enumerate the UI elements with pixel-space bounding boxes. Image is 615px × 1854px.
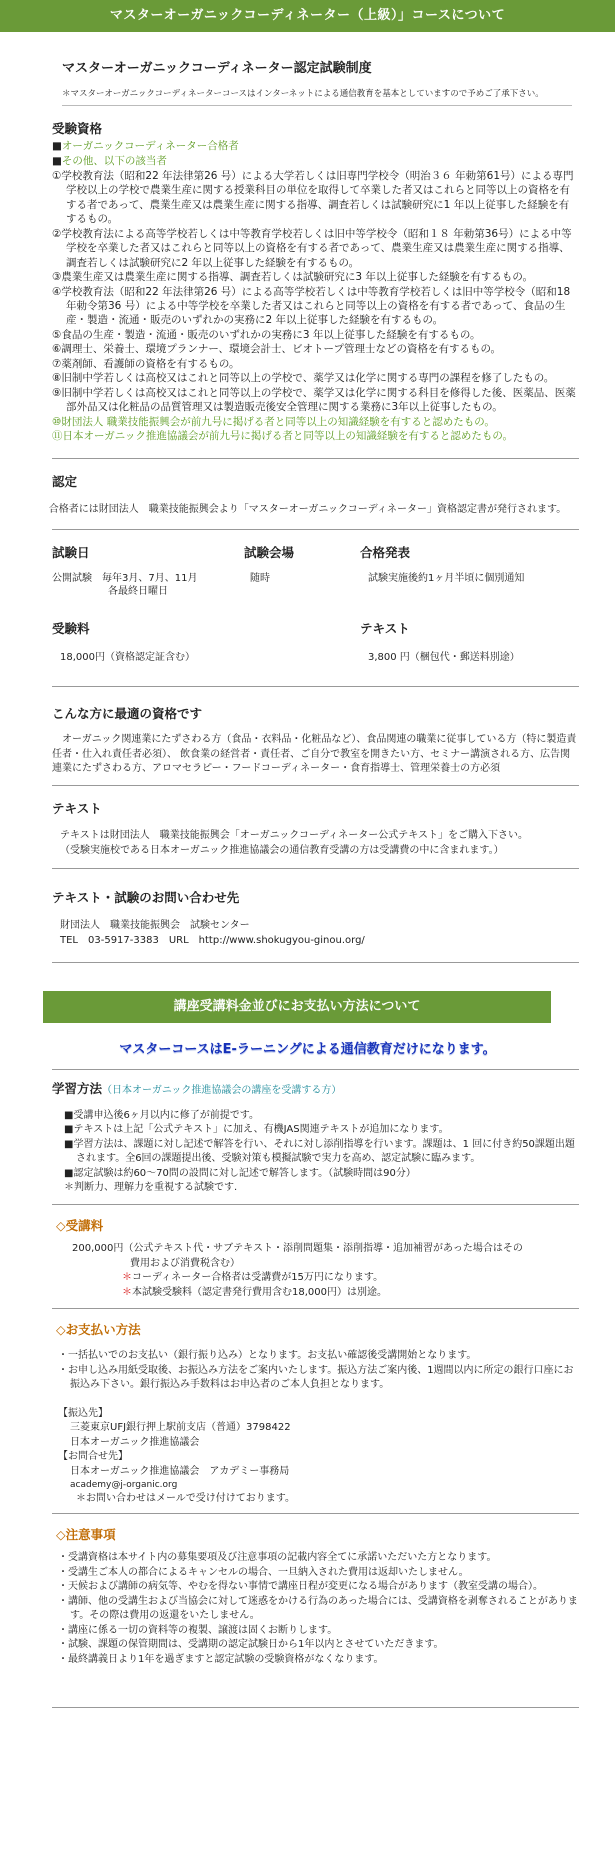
divider — [52, 962, 579, 963]
list-item: ・試験、課題の保管期間は、受講期の認定試験日から1年以内とさせていただきます。 — [58, 1639, 444, 1651]
list-item: ⑤食品の生産・製造・流通・販売のいずれかの実務に3 年以上従事した経験を有するもの。 — [52, 328, 481, 341]
list-item: ・受講資格は本サイト内の募集要項及び注意事項の記載内容全てに承諾いただいた方となります。 — [58, 1552, 497, 1564]
caution-title: ◇注意事項 — [56, 1526, 116, 1542]
list-item: ③農業生産又は農業生産に関する指導、調査若しくは試験研究に3 年以上従事した経験を有するもの。 — [52, 271, 534, 284]
textbook-price-heading: テキスト — [360, 620, 410, 636]
exam-date-block — [52, 544, 244, 598]
exam-result-block — [360, 544, 524, 598]
exam-date-heading: 試験日 — [52, 544, 90, 560]
main-content — [0, 60, 615, 491]
contact-title: テキスト・試験のお問い合わせ先 — [52, 890, 240, 906]
textbook-price-block — [360, 620, 520, 665]
master-course-note: マスターコースはE-ラーニングによる通信教育だけになります。 — [119, 1042, 496, 1058]
square-bullet-icon: ■ — [52, 140, 62, 153]
textbook-price-value: 3,800 円（梱包代・郵送料別途） — [368, 652, 520, 664]
payment-method-text: ・一括払いでのお支払い（銀行振り込み）となります。お支払い確認後受講開始となります。 ・お申し込み用紙受取後、お振込み方法をご案内いたします。振込方法ご案内後、1週間以内に所定の銀行口座にお振込み下さい。銀行振込み手数料はお申込者のご本人負担となります。 【振込先】 三菱東京UFJ銀行押上駅前支店（普通）3798422 日本オーガニック推進協議会 【お問合せ先】 日本オーガニック推進協議会 アカデミー事務局 academy@j-organic.org ＊お問い合わせはメールで受け付けております。 — [52, 1349, 579, 1507]
study-list — [52, 1109, 579, 1196]
divider — [52, 1513, 579, 1514]
divider — [52, 458, 579, 459]
list-item: ■認定試験は約60～70問の設問に対し記述で解答します。（試験時間は90分） — [64, 1167, 416, 1179]
contact-text: 財団法人 職業技能振興会 試験センター TEL 03-5917-3383 URL http://www.shokugyou-ginou.org/ — [52, 919, 579, 948]
tuition-text: 200,000円（公式テキスト代・サブテキスト・添削問題集・添削指導・追加補習があった場合はその 費用および消費税含む） ＊コーディネーター合格者は受講費が15万円になります。 ＊本試験受験料（認定書発行費用含む18,000円）は別途。 — [72, 1243, 523, 1298]
divider — [52, 529, 579, 530]
caution-list — [52, 1551, 579, 1667]
list-item: ②学校教育法による高等学校若しくは中等教育学校若しくは旧中等学校令（昭和１８ 年勅第36号）による中等学校を卒業した者又はこれらと同等以上の資格を有する者であって、農業生産又は農業生産に関する指導、調査若しくは試験研究に2 年以上従事した経験を有するもの。 — [52, 227, 572, 269]
list-item: ⑦薬剤師、看護師の資格を有するもの。 — [52, 357, 240, 370]
eligibility-list — [52, 169, 579, 444]
exam-date-value: 公開試験 毎年3月、7月、11月 各最終日曜日 — [52, 572, 198, 597]
divider — [52, 868, 579, 869]
certification-text: 合格者には財団法人 職業技能振興会より「マスターオーガニックコーディネーター」資格認定書が発行されます。 — [48, 503, 567, 515]
list-item: ・天候および講師の病気等、やむを得ない事情で講座日程が変更になる場合があります（教室受講の場合）。 — [58, 1581, 543, 1593]
fee-row — [52, 620, 579, 665]
list-item: ⑧旧制中学若しくは高校又はこれと同等以上の学校で、薬学又は化学に関する専門の課程を修了したもの。 — [52, 372, 555, 385]
list-item: ・お申し込み用紙受取後、お振込み方法をご案内いたします。振込方法ご案内後、1週間以内に所定の銀行口座にお振込み下さい。銀行振込み手数料はお申込者のご本人負担となります。 — [58, 1364, 574, 1391]
divider — [52, 1707, 579, 1708]
list-item: ■受講申込後6ヶ月以内に修了が前提です。 — [64, 1109, 260, 1121]
tuition-title: ◇受講料 — [56, 1217, 104, 1233]
list-item: ・一括払いでのお支払い（銀行振り込み）となります。お支払い確認後受講開始となります。 — [58, 1350, 477, 1362]
contact-tel-url[interactable]: TEL 03-5917-3383 URL http://www.shokugyou-ginou.org/ — [60, 934, 365, 946]
asterisk-icon: ＊ — [122, 1272, 132, 1284]
square-bullet-icon: ■ — [52, 154, 62, 167]
eligibility-title: 受験資格 — [52, 120, 103, 136]
exam-fee-value: 18,000円（資格認定証含む） — [60, 652, 195, 664]
list-item: ⑪日本オーガニック推進協議会が前九号に掲げる者と同等以上の知識経験を有すると認めたもの。 — [52, 430, 513, 443]
exam-system-title: マスターオーガニックコーディネーター認定試験制度 — [62, 61, 372, 76]
payment-method-title: ◇お支払い方法 — [56, 1322, 141, 1338]
exam-info-row — [52, 544, 579, 598]
page-header-title: マスターオーガニックコーディネーター（上級）」コースについて — [109, 8, 506, 23]
divider — [52, 1308, 579, 1309]
exam-venue-block — [244, 544, 360, 598]
asterisk-icon: ＊ — [122, 1286, 132, 1298]
exam-result-heading: 合格発表 — [360, 544, 411, 560]
payment-section-bar: 講座受講料金並びにお支払い方法について — [43, 991, 551, 1023]
list-item: ・講師、他の受講生および当協会に対して迷惑をかける行為のあった場合には、受講資格を剥奪されることがあります。その際は費用の返還をいたしません。 — [58, 1595, 578, 1622]
list-item: ①学校教育法（昭和22 年法律第26 号）による大学若しくは旧専門学校令（明治３６ 年勅第61号）による専門学校以上の学校で農業生産に関する授業科目の単位を取得して卒業した者又はこれらと同等以上の資格を有する者であって、農業生産又は農業生産に関する指導、調査若しくは試験研究に1 年以上従事した経験を有するもの。 — [52, 169, 574, 226]
exam-system-note: ＊マスターオーガニックコーディネーターコースはインターネットによる通信教育を基本としていますので予めご了承下さい。 — [62, 88, 572, 105]
list-item: ⑩財団法人 職業技能振興会が前九号に掲げる者と同等以上の知識経験を有すると認めたもの。 — [52, 415, 495, 428]
list-item: ＊判断力、理解力を重視する試験です. — [64, 1182, 238, 1194]
eligibility-item-2: ■その他、以下の該当者 — [52, 154, 167, 167]
contact-email-link[interactable]: academy@j-organic.org — [70, 1480, 178, 1491]
ideal-text: オーガニック関連業にたずさわる方（食品・衣料品・化粧品など）、食品関連の職業に従事している方（特に製造責任者・仕入れ責任者必須）、 飲食業の経営者・責任者、ご自分で教室を開きたい方、セミナー講演される方、広告関連業にたずさわる方、アロマセラピー・フードコーディネーター・食育指導士、管理栄養士の方必須 — [52, 734, 577, 775]
ideal-title: こんな方に最適の資格です — [52, 706, 203, 722]
divider — [52, 686, 579, 687]
exam-result-value: 試験実施後約1ヶ月半頃に個別通知 — [368, 572, 525, 584]
exam-venue-heading: 試験会場 — [244, 544, 295, 560]
divider — [52, 785, 579, 786]
list-item: ・最終講義日より1年を過ぎますと認定試験の受験資格がなくなります。 — [58, 1653, 384, 1665]
exam-fee-block — [52, 620, 360, 665]
textbook-title: テキスト — [52, 800, 102, 816]
list-item: ⑨旧制中学若しくは高校又はこれと同等以上の学校で、薬学又は化学に関する科目を修得した後、医薬品、医薬部外品又は化粧品の品質管理又は製造販売後安全管理に関する業務に3年以上従事したもの。 — [52, 386, 576, 414]
exam-venue-value: 随時 — [250, 572, 270, 584]
page-header-bar — [0, 0, 615, 32]
divider — [52, 1204, 579, 1205]
study-title: 学習方法（日本オーガニック推進協議会の講座を受講する方） — [52, 1081, 342, 1097]
certification-title: 認定 — [52, 473, 78, 489]
list-item: ■学習方法は、課題に対し記述で解答を行い、それに対し添削指導を行います。課題は、1 回に付き約50課題出題されます。全6回の課題提出後、受験対策も模擬試験で実力を高め、認定試験に臨みます。 — [64, 1138, 575, 1165]
list-item: ・受講生ご本人の都合によるキャンセルの場合、一旦納入された費用は返却いたしません。 — [58, 1566, 469, 1578]
list-item: ⑥調理士、栄養士、環境プランナー、環境会計士、ビオトープ管理士などの資格を有するもの。 — [52, 343, 502, 356]
textbook-text: テキストは財団法人 職業技能振興会「オーガニックコーディネーター公式テキスト」をご購入下さい。 （受験実施校である日本オーガニック推進協議会の通信教育受講の方は受講費の中に含まれます。） — [60, 830, 528, 856]
list-item: ・講座に係る一切の資料等の複製、譲渡は固くお断りします。 — [58, 1624, 338, 1636]
eligibility-item-1: ■オーガニックコーディネーター合格者 — [52, 140, 239, 153]
list-item: ④学校教育法（昭和22 年法律第26 号）による高等学校若しくは中等教育学校若しくは旧中等学校令（昭和18 年勅令第36 号）による中等学校を卒業した者又はこれらと同等以上の資格を有する者であって、食品の生産・製造・流通・販売のいずれかの実務に2 年以上従事した経験を有するもの。 — [52, 285, 571, 327]
list-item: ■テキストは上記「公式テキスト」に加え、有機JAS関連テキストが追加になります。 — [64, 1124, 449, 1136]
divider — [52, 1069, 579, 1070]
exam-fee-heading: 受験料 — [52, 620, 90, 636]
